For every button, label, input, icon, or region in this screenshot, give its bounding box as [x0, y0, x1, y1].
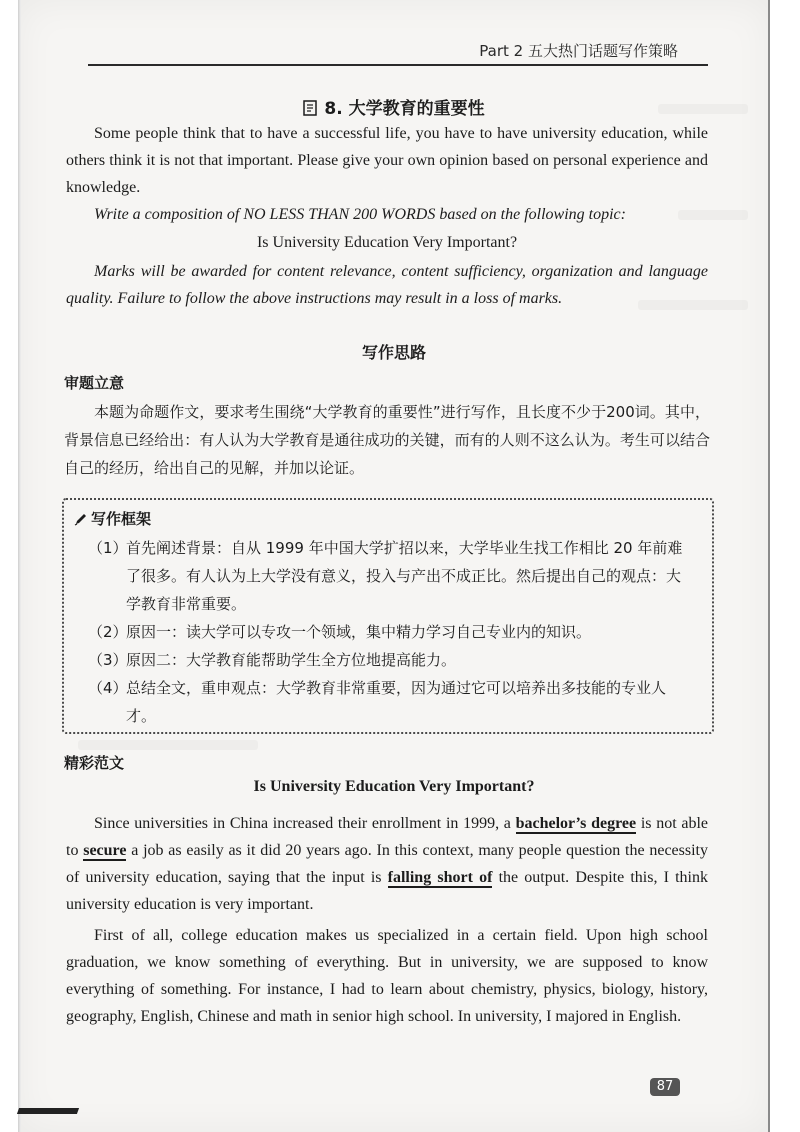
topic-question: Is University Education Very Important? — [256, 234, 518, 251]
analysis-heading: 审题立意 — [64, 374, 125, 392]
framework-item-number: （1） — [88, 539, 128, 557]
essay-text: is not able to — [66, 815, 709, 859]
essay-text: a job as easily as it did 20 years ago. In this context, many people question the necessity of university education, saying that the input is — [66, 842, 708, 886]
topic-heading — [18, 94, 770, 119]
essay-section-heading: 精彩范文 — [64, 754, 125, 772]
framework-item — [88, 534, 688, 618]
framework-item — [88, 674, 688, 730]
topic-heading-text: 8. 大学教育的重要性 — [324, 99, 485, 119]
page-number: 87 — [650, 1078, 680, 1096]
approach-title: 写作思路 — [361, 343, 426, 362]
marks-note: Marks will be awarded for content relevance, content sufficiency, organization and language quality. Failure to follow the above instructions may result in a loss of marks. — [66, 263, 708, 307]
document-icon — [303, 100, 318, 116]
pencil-icon — [74, 512, 88, 526]
essay-text: the output. Despite this, I think university education is very important. — [66, 869, 708, 913]
framework-item-number: （4） — [88, 679, 128, 697]
binding-shadow — [18, 0, 21, 1132]
framework-item-text: 首先阐述背景：自从 1999 年中国大学扩招以来，大学毕业生找工作相比 20 年前难了很多。有人认为上大学没有意义，投入与产出不成正比。然后提出自己的观点：大学教育非常重要。 — [126, 539, 683, 613]
vocab-highlight: falling short of — [387, 869, 493, 886]
header-rule — [88, 64, 708, 66]
framework-item — [88, 618, 688, 646]
analysis-text: 本题为命题作文，要求考生围绕“大学教育的重要性”进行写作，且长度不少于200词。其中，背景信息已经给出：有人认为大学教育是通往成功的关键，而有的人则不这么认为。考生可以结合自己的经历，给出自己的见解，并加以论证。 — [64, 403, 710, 477]
framework-item-number: （3） — [88, 651, 128, 669]
topic-prompt: Some people think that to have a successful life, you have to have university education, while others think it is not that important. Please give your own opinion based on personal experience and knowledge. — [66, 125, 708, 196]
essay-title: Is University Education Very Important? — [253, 778, 535, 795]
framework-item-text: 总结全文，重申观点：大学教育非常重要，因为通过它可以培养出多技能的专业人才。 — [126, 679, 667, 725]
essay-text: Since universities in China increased their enrollment in 1999, a — [94, 815, 516, 832]
framework-list — [88, 534, 688, 730]
page-corner-shadow — [17, 1108, 79, 1114]
framework-item-number: （2） — [88, 623, 128, 641]
topic-instruction: Write a composition of NO LESS THAN 200 WORDS based on the following topic: — [94, 206, 626, 223]
essay-paragraph-2: First of all, college education makes us specialized in a certain field. Upon high school graduation, we know something of everything. But in university, we are supposed to know everything of something. For instance, I had to learn about chemistry, physics, biology, history, geography, English, Chinese and math in senior high school. In university, I majored in English. — [66, 927, 708, 1025]
framework-item-text: 原因一：读大学可以专攻一个领域，集中精力学习自己专业内的知识。 — [126, 623, 592, 641]
page-edge — [768, 0, 770, 1132]
running-header: Part 2 五大热门话题写作策略 — [479, 42, 678, 60]
framework-item-text: 原因二：大学教育能帮助学生全方位地提高能力。 — [126, 651, 457, 669]
framework-item — [88, 646, 688, 674]
page-sheet — [18, 0, 770, 1132]
framework-box — [62, 498, 714, 734]
bleed-through — [78, 740, 258, 750]
essay-paragraph-1 — [66, 810, 708, 918]
framework-title — [74, 508, 151, 529]
vocab-highlight: bachelor’s degree — [515, 815, 637, 832]
framework-title-text: 写作框架 — [91, 510, 152, 528]
vocab-highlight: secure — [83, 842, 127, 859]
